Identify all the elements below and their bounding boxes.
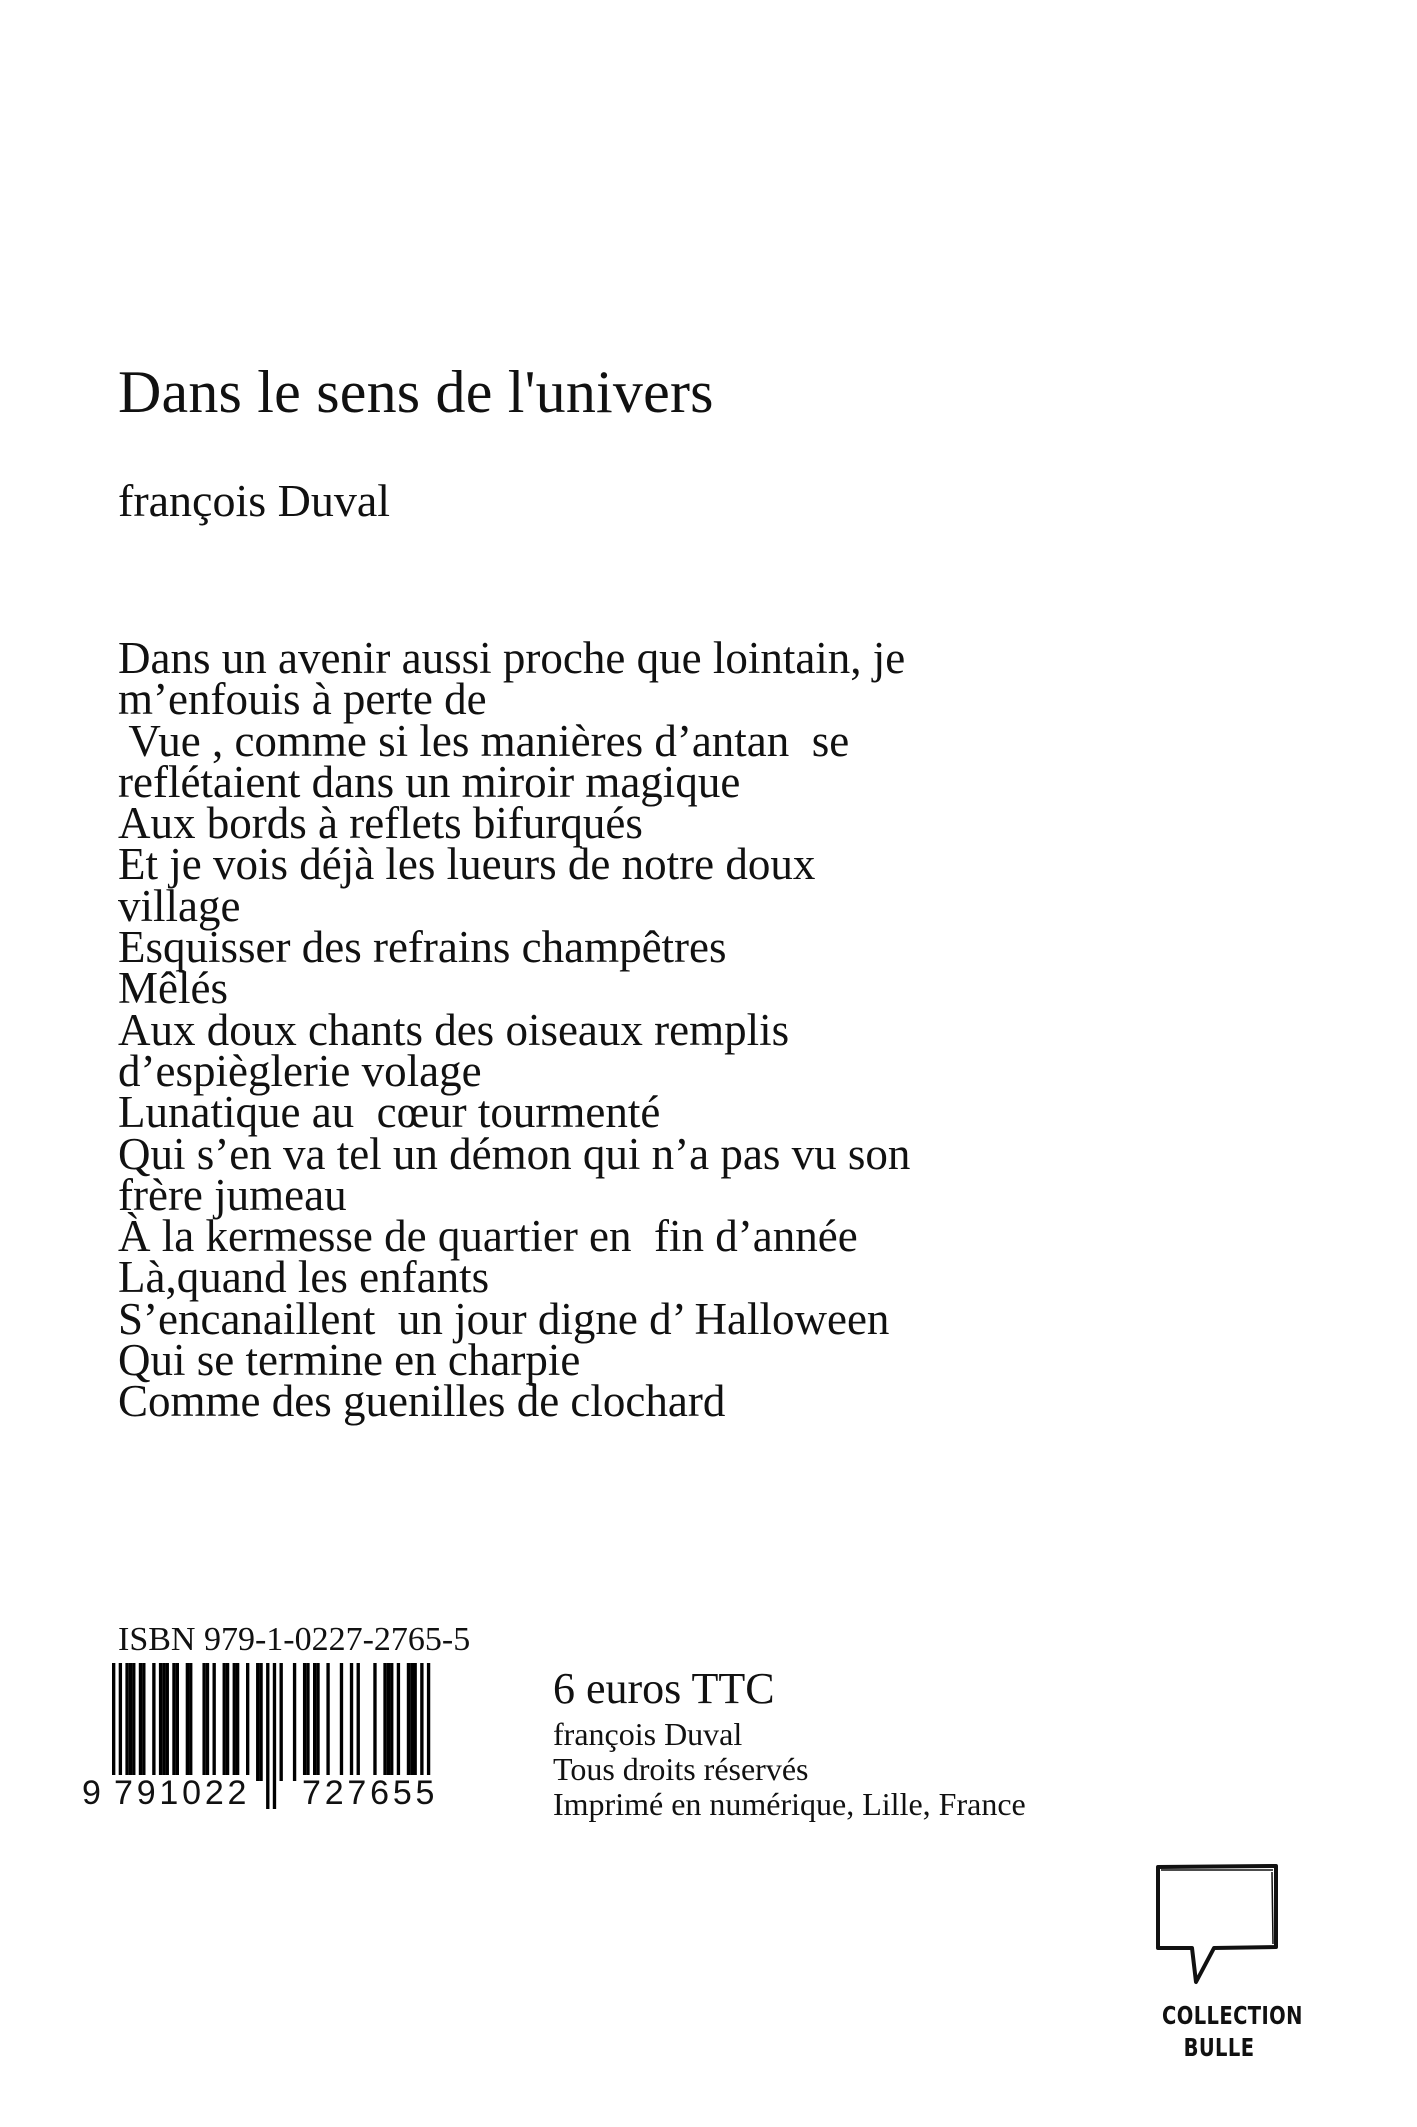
barcode-bar bbox=[316, 1663, 319, 1781]
barcode-bar bbox=[129, 1663, 132, 1781]
barcode-bar bbox=[306, 1663, 309, 1781]
poem-line: frère jumeau bbox=[118, 1169, 347, 1220]
barcode-bar bbox=[142, 1663, 145, 1781]
poem-line: reflétaient dans un miroir magique bbox=[118, 756, 741, 807]
barcode-bar bbox=[139, 1663, 142, 1781]
barcode-bar bbox=[383, 1663, 386, 1781]
publisher-author: françois Duval bbox=[553, 1716, 743, 1752]
barcode-bar bbox=[132, 1663, 135, 1781]
barcode-bar bbox=[303, 1663, 306, 1781]
logo-line-collection: COLLECTION bbox=[1162, 2001, 1303, 2030]
barcode-bar bbox=[410, 1663, 413, 1781]
barcode-bar bbox=[236, 1663, 239, 1781]
book-title: Dans le sens de l'univers bbox=[118, 359, 714, 425]
poem-excerpt bbox=[118, 633, 1118, 1427]
poem-line: d’espièglerie volage bbox=[118, 1045, 482, 1096]
book-author: françois Duval bbox=[118, 475, 391, 526]
barcode-bar bbox=[206, 1663, 209, 1781]
barcode-digits bbox=[80, 1775, 500, 1815]
barcode-bar bbox=[280, 1663, 283, 1781]
poem-line: S’encanaillent un jour digne d’ Halloween bbox=[118, 1293, 890, 1344]
barcode-bar bbox=[202, 1663, 205, 1781]
poem-line: Dans un avenir aussi proche que lointain, je bbox=[118, 633, 906, 683]
rights-notice: Tous droits réservés bbox=[553, 1751, 809, 1787]
barcode-right-group: 727655 bbox=[302, 1774, 439, 1812]
poem-line: Qui se termine en charpie bbox=[118, 1335, 581, 1386]
poem-line: Vue , comme si les manières d’antan se bbox=[118, 715, 850, 766]
logo-line-bulle: BULLE bbox=[1183, 2033, 1255, 2062]
barcode-left-group: 791022 bbox=[114, 1774, 251, 1812]
poem-line: Qui s’en va tel un démon qui n’a pas vu son bbox=[118, 1128, 911, 1179]
barcode-bar bbox=[189, 1663, 192, 1781]
poem-line: Comme des guenilles de clochard bbox=[118, 1376, 726, 1427]
barcode-bar bbox=[259, 1663, 262, 1781]
barcode-bar bbox=[166, 1663, 169, 1781]
price: 6 euros TTC bbox=[553, 1664, 775, 1713]
barcode-bar bbox=[233, 1663, 236, 1781]
poem-line: Là,quand les enfants bbox=[118, 1252, 490, 1303]
poem-line: Aux doux chants des oiseaux remplis bbox=[118, 1004, 790, 1055]
barcode-bar bbox=[397, 1663, 400, 1781]
poem-line: Esquisser des refrains champêtres bbox=[118, 922, 727, 973]
poem-line: Mêlés bbox=[118, 963, 228, 1014]
barcode-bar bbox=[159, 1663, 162, 1781]
barcode-bar bbox=[390, 1663, 393, 1781]
collection-bulle-logo bbox=[1152, 1862, 1303, 2062]
printing-notice: Imprimé en numérique, Lille, France bbox=[553, 1786, 1026, 1822]
barcode bbox=[80, 1663, 500, 1813]
barcode-bar bbox=[152, 1663, 155, 1781]
barcode-bar bbox=[213, 1663, 216, 1781]
barcode-bar bbox=[407, 1663, 410, 1781]
barcode-bar bbox=[293, 1663, 296, 1781]
barcode-bar bbox=[313, 1663, 316, 1781]
barcode-bar bbox=[186, 1663, 189, 1781]
poem-line: m’enfouis à perte de bbox=[118, 674, 487, 725]
barcode-bar bbox=[246, 1663, 249, 1781]
barcode-bar bbox=[226, 1663, 229, 1781]
poem-line: village bbox=[118, 880, 241, 931]
poem-line: Et je vois déjà les lueurs de notre doux bbox=[118, 839, 816, 890]
barcode-bar bbox=[350, 1663, 353, 1781]
barcode-bar bbox=[326, 1663, 329, 1781]
barcode-bar bbox=[340, 1663, 343, 1781]
barcode-bar bbox=[357, 1663, 360, 1781]
speech-bubble-icon bbox=[1152, 1862, 1282, 1992]
barcode-bar bbox=[223, 1663, 226, 1781]
barcode-bar bbox=[414, 1663, 417, 1781]
barcode-bar bbox=[256, 1663, 259, 1781]
poem-line: À la kermesse de quartier en fin d’année bbox=[118, 1211, 858, 1262]
barcode-bar bbox=[176, 1663, 179, 1781]
barcode-bar bbox=[125, 1663, 128, 1781]
barcode-bar bbox=[172, 1663, 175, 1781]
barcode-first-digit: 9 bbox=[82, 1774, 101, 1812]
isbn-label: ISBN 979-1-0227-2765-5 bbox=[118, 1621, 471, 1658]
barcode-bar bbox=[162, 1663, 165, 1781]
poem-line: Lunatique au cœur tourmenté bbox=[118, 1087, 661, 1138]
barcode-bar bbox=[373, 1663, 376, 1781]
poem-line: Aux bords à reflets bifurqués bbox=[118, 798, 643, 849]
barcode-bar bbox=[387, 1663, 390, 1781]
